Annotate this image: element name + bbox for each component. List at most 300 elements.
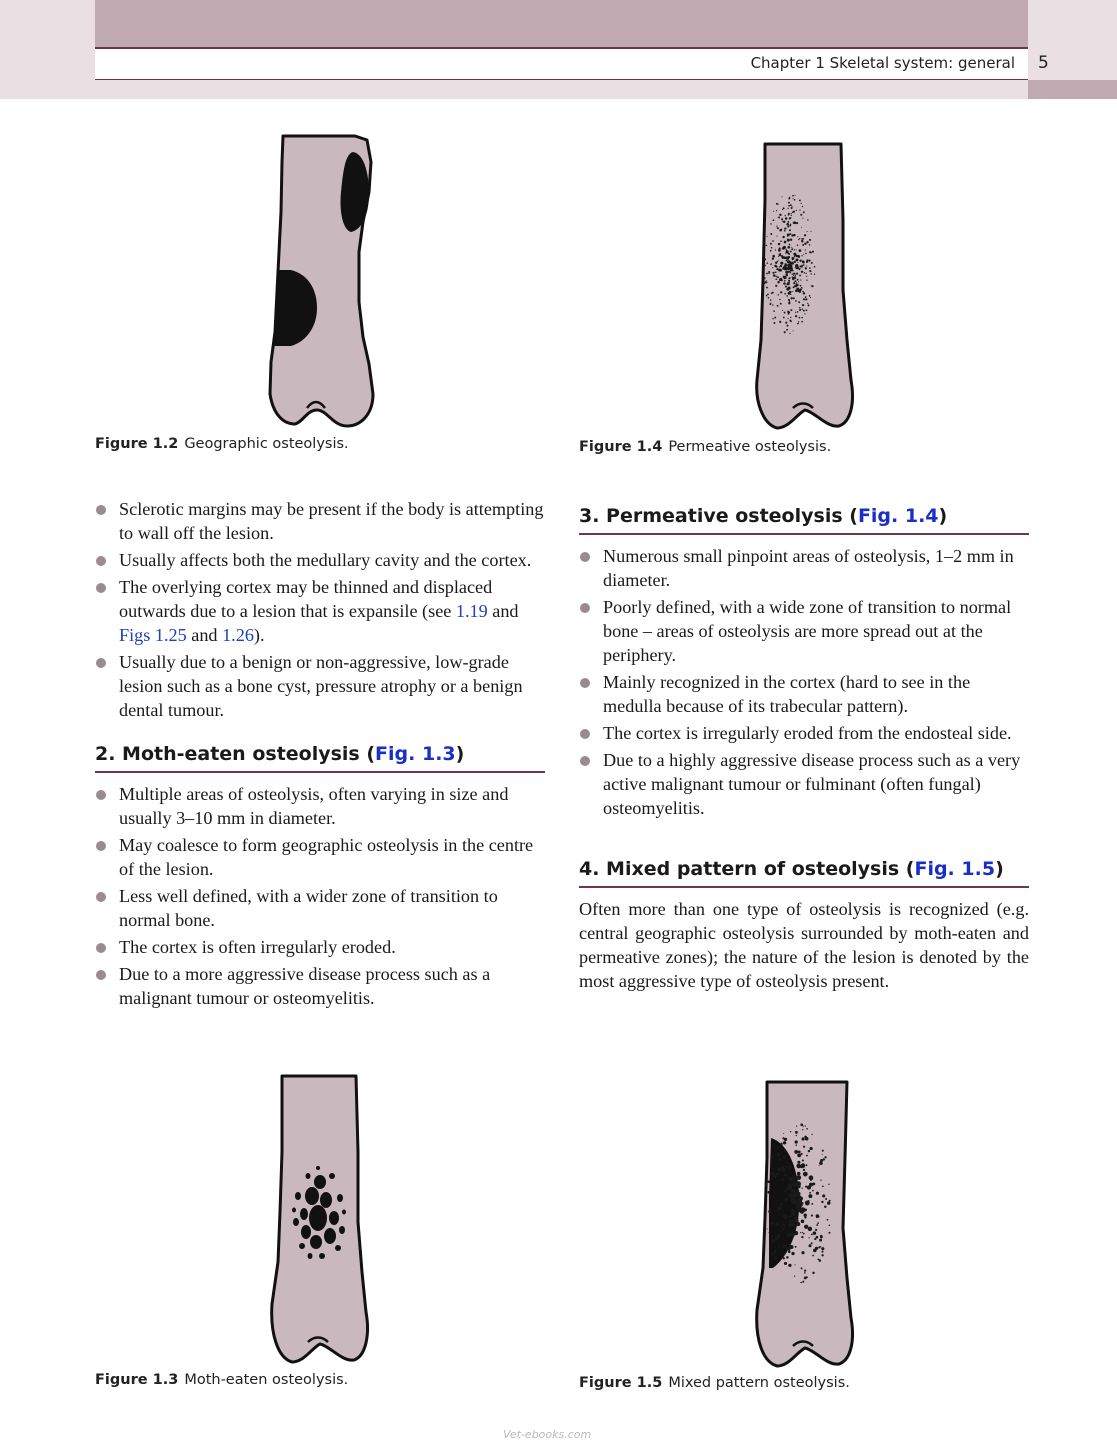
lesion-dot xyxy=(789,300,791,302)
lesion-dot xyxy=(776,225,777,226)
lesion-dot xyxy=(786,250,789,253)
lesion-dot xyxy=(787,239,790,242)
lesion-dot xyxy=(789,225,791,227)
lesion-dot xyxy=(819,1239,822,1242)
lesion-dot xyxy=(796,284,798,286)
lesion-dot xyxy=(801,255,802,256)
lesion-dot xyxy=(779,229,782,232)
lesion-dot xyxy=(785,249,786,250)
lesion-dot xyxy=(809,251,811,253)
lesion-dot xyxy=(767,293,769,295)
lesion-dot xyxy=(772,1239,775,1242)
lesion-dot xyxy=(811,1215,813,1217)
lesion-dot xyxy=(783,1155,786,1158)
lesion-dot xyxy=(792,273,793,274)
lesion-dot xyxy=(795,1131,798,1134)
header-rule xyxy=(95,47,1028,49)
lesion-dot xyxy=(801,227,802,228)
lesion-dot xyxy=(797,1184,801,1188)
lesion-dot xyxy=(801,1163,806,1168)
lesion-dot xyxy=(766,295,768,297)
lesion-dot xyxy=(773,1183,774,1184)
lesion-dot xyxy=(772,318,773,319)
lesion-dot xyxy=(792,270,793,271)
lesion-dot xyxy=(790,294,791,295)
lesion-dot xyxy=(777,261,778,262)
lesion-dot xyxy=(793,330,794,331)
lesion-dot xyxy=(780,1203,783,1206)
lesion-dot xyxy=(798,1190,799,1191)
lesion-dot xyxy=(786,329,788,331)
lesion-dot xyxy=(792,291,793,292)
lesion-dot xyxy=(788,280,790,282)
lesion-dot xyxy=(783,1257,785,1259)
lesion-dot xyxy=(789,1195,791,1197)
lesion-dot xyxy=(822,1185,824,1187)
lesion-dot xyxy=(806,1128,808,1130)
lesion-dot xyxy=(794,1219,799,1224)
lesion-dot xyxy=(807,303,808,304)
lesion-dot xyxy=(804,272,805,273)
lesion-dot xyxy=(778,260,779,261)
lesion-dot xyxy=(794,280,796,282)
lesion-dot xyxy=(806,1155,808,1157)
lesion-dot xyxy=(794,1264,795,1265)
lesion-dot xyxy=(803,254,804,255)
lesion-dot xyxy=(811,285,813,287)
lesion-dot xyxy=(817,1222,819,1224)
lesion-dot xyxy=(799,274,801,276)
lesion-dot xyxy=(782,236,784,238)
link-ref-1-26[interactable]: 1.26 xyxy=(222,625,254,645)
lesion-dot xyxy=(776,268,778,270)
lesion-dot xyxy=(789,333,790,334)
lesion-dot xyxy=(819,1259,822,1262)
lesion-dot xyxy=(808,304,810,306)
lesion-dot xyxy=(783,282,786,285)
lesion-dot xyxy=(806,243,807,244)
list-item: Usually due to a benign or non-aggressive, low-grade lesion such as a bone cyst, pressure atrophy or a benign dental tumour. xyxy=(95,650,545,722)
lesion-dot xyxy=(796,1135,797,1136)
header-margin-left xyxy=(0,0,95,99)
lesion-dot xyxy=(785,215,786,216)
lesion-dot xyxy=(789,257,790,258)
list-item: Sclerotic margins may be present if the body is attempting to wall off the lesion. xyxy=(95,497,545,545)
lesion-dot xyxy=(820,1235,823,1238)
lesion-dot xyxy=(800,1282,802,1284)
lesion-dot xyxy=(782,1228,784,1230)
lesion-dot xyxy=(780,265,782,267)
lesion-dot xyxy=(778,294,779,295)
lesion-dot xyxy=(804,1277,807,1280)
lesion-dot xyxy=(775,276,776,277)
lesion-dot xyxy=(764,265,766,267)
lesion-dot xyxy=(795,312,796,313)
lesion-dot xyxy=(810,270,812,272)
lesion-dot xyxy=(800,285,802,287)
lesion-dot xyxy=(779,266,780,267)
lesion-dot xyxy=(803,1233,805,1235)
geographic-bullet-list xyxy=(95,497,545,722)
lesion-dot xyxy=(774,265,776,267)
lesion-dot xyxy=(802,218,803,219)
lesion-dot xyxy=(788,253,790,255)
lesion-dot xyxy=(801,265,803,267)
lesion-dot xyxy=(827,1201,830,1204)
lesion-dot xyxy=(779,1247,780,1248)
lesion-dot xyxy=(777,1190,778,1191)
lesion-dot xyxy=(811,1242,813,1244)
lesion-dot xyxy=(819,1165,820,1166)
lesion-dot xyxy=(815,1229,817,1231)
lesion-dot xyxy=(808,1237,809,1238)
lesion-dot xyxy=(806,266,807,267)
lesion-dot xyxy=(782,221,783,222)
lesion-dot xyxy=(787,266,790,269)
lesion-dot xyxy=(808,259,810,261)
lesion-dot xyxy=(793,286,795,288)
lesion-dot xyxy=(796,210,797,211)
lesion-dot xyxy=(803,211,805,213)
lesion-dot xyxy=(809,244,811,246)
lesion-dot xyxy=(803,310,805,312)
lesion-dot xyxy=(783,221,785,223)
lesion-dot xyxy=(772,240,774,242)
lesion-dot xyxy=(799,307,801,309)
lesion-dot xyxy=(785,322,787,324)
lesion-dot xyxy=(769,1232,771,1234)
lesion-dot xyxy=(816,1192,819,1195)
lesion-dot xyxy=(766,287,768,289)
lesion-dot xyxy=(799,291,801,293)
lesion-dot xyxy=(787,272,788,273)
lesion-dot xyxy=(763,260,764,261)
mixed-pattern-paragraph: Often more than one type of osteolysis is recognized (e.g. central geographic osteolysis surrounded by moth-eaten and permeative zones); the nature of the lesion is denoted by the most aggressive type of osteolysis present. xyxy=(579,899,1029,991)
lesion-dot xyxy=(787,236,788,237)
lesion-dot xyxy=(808,1194,812,1198)
figure-1-2-text: Geographic osteolysis. xyxy=(184,436,349,452)
lesion-dot xyxy=(796,282,797,283)
lesion-dot xyxy=(799,317,801,319)
lesion-dot xyxy=(796,1126,797,1127)
lesion-dot xyxy=(777,305,779,307)
lesion-dot xyxy=(811,262,813,264)
lesion-dot xyxy=(786,1256,789,1259)
lesion-dot xyxy=(797,1161,800,1164)
lesion-dot xyxy=(788,1220,790,1222)
link-ref-figs-1-25[interactable]: Figs 1.25 xyxy=(119,625,187,645)
lesion-dot xyxy=(775,271,777,273)
left-column xyxy=(95,497,545,1013)
lesion-dot xyxy=(793,211,795,213)
lesion-dot xyxy=(829,1200,831,1202)
lesion-dot xyxy=(783,1224,785,1226)
lesion-dot xyxy=(780,291,782,293)
lesion-dot xyxy=(787,310,789,312)
lesion-dot xyxy=(773,322,775,324)
lesion-dot xyxy=(796,249,797,250)
lesion-dot xyxy=(794,1275,795,1276)
lesion-dot xyxy=(795,275,796,276)
lesion-dot xyxy=(788,292,791,295)
figure-1-2-illustration xyxy=(255,132,385,432)
lesion-dot xyxy=(792,195,794,197)
lesion-dot xyxy=(809,1147,812,1150)
lesion-dot xyxy=(766,273,768,275)
lesion-dot xyxy=(771,1222,774,1225)
lesion-dot xyxy=(783,276,786,279)
lesion-dot xyxy=(806,241,808,243)
lesion-dot xyxy=(784,293,786,295)
lesion-dot xyxy=(801,1137,804,1140)
lesion-dot xyxy=(790,1131,791,1132)
lesion-dot xyxy=(780,1143,782,1145)
lesion-dot xyxy=(788,1165,791,1168)
lesion-dot xyxy=(784,1215,787,1218)
list-item: Usually affects both the medullary cavity and the cortex. xyxy=(95,548,545,572)
lesion-dot xyxy=(806,280,807,281)
page-number: 5 xyxy=(1038,53,1049,73)
lesion-dot xyxy=(809,267,811,269)
lesion-dot xyxy=(780,240,782,242)
lesion-dot xyxy=(828,1184,829,1185)
lesion-dot xyxy=(765,1183,768,1186)
lesion-dot xyxy=(791,213,792,214)
lesion-dot xyxy=(799,289,800,290)
lesion-dot xyxy=(797,1172,801,1176)
lesion-dot xyxy=(766,280,767,281)
figure-1-3-caption xyxy=(95,1372,348,1388)
lesion-dot xyxy=(816,1217,817,1218)
list-item: The overlying cortex may be thinned and displaced outwards due to a lesion that is expansile (see 1.19 and Figs 1.25 and 1.26). xyxy=(95,575,545,647)
lesion-dot xyxy=(802,1281,804,1283)
lesion-dot xyxy=(811,1234,813,1236)
lesion-dot xyxy=(795,1140,798,1143)
lesion-dot xyxy=(800,1123,803,1126)
lesion-dot xyxy=(804,1272,806,1274)
lesion-dot xyxy=(811,273,812,274)
lesion-dot xyxy=(786,260,788,262)
lesion-dot xyxy=(783,246,786,249)
lesion-dot xyxy=(767,1180,770,1183)
lesion-dot xyxy=(790,317,791,318)
lesion-dot xyxy=(817,1216,819,1218)
lesion-dot xyxy=(811,1203,813,1205)
lesion-dot xyxy=(792,198,793,199)
link-fig-1-3[interactable]: Fig. 1.3 xyxy=(375,743,456,765)
lesion-dot xyxy=(804,1269,806,1271)
header-bottom-rule xyxy=(95,79,1028,80)
lesion-dot xyxy=(777,281,779,283)
lesion-dot xyxy=(788,1264,791,1267)
lesion-dot xyxy=(776,210,777,211)
lesion-dot xyxy=(801,1251,804,1254)
lesion-dot xyxy=(801,1188,802,1189)
lesion-dot xyxy=(781,279,783,281)
lesion-dot xyxy=(788,302,790,304)
lesion-dot xyxy=(789,271,791,273)
lesion-dot xyxy=(787,325,789,327)
lesion-dot xyxy=(806,273,807,274)
lesion-dot xyxy=(772,1154,773,1155)
lesion-dot xyxy=(809,1244,812,1247)
list-item: Poorly defined, with a wide zone of transition to normal bone – areas of osteolysis are more spread out at the periphery. xyxy=(579,595,1029,667)
lesion-dot xyxy=(802,1129,803,1130)
lesion-dot xyxy=(768,1191,771,1194)
lesion-dot xyxy=(794,254,796,256)
lesion-dot xyxy=(801,308,802,309)
lesion-dot xyxy=(772,272,774,274)
lesion-dot xyxy=(792,234,794,236)
lesion-dot xyxy=(795,1144,797,1146)
lesion-dot xyxy=(775,1223,778,1226)
lesion-dot xyxy=(822,1194,825,1197)
lesion-dot xyxy=(784,312,786,314)
lesion-dot xyxy=(793,222,795,224)
lesion-dot xyxy=(805,1201,810,1206)
lesion-dot xyxy=(775,285,777,287)
lesion-dot xyxy=(778,1168,782,1172)
figure-1-4-illustration xyxy=(743,140,863,432)
lesion-dot xyxy=(825,1198,827,1200)
lesion-dot xyxy=(776,236,777,237)
link-ref-1-19[interactable]: 1.19 xyxy=(455,601,488,621)
lesion-dot xyxy=(787,318,788,319)
lesion-dot xyxy=(792,1212,796,1216)
lesion-dot xyxy=(771,1157,773,1159)
figure-1-4-label: Figure 1.4 xyxy=(579,439,663,455)
figure-1-3-label: Figure 1.3 xyxy=(95,1372,179,1388)
list-item: Due to a more aggressive disease process such as a malignant tumour or osteomyelitis. xyxy=(95,962,545,1010)
lesion-dot xyxy=(811,1134,812,1135)
lesion-dot xyxy=(799,249,802,252)
lesion-dot xyxy=(788,213,790,215)
lesion-dot xyxy=(821,1254,823,1256)
lesion-dot xyxy=(771,247,773,249)
lesion-dot xyxy=(810,1179,812,1181)
lesion-dot xyxy=(792,1176,796,1180)
lesion-dot xyxy=(803,298,805,300)
lesion-dot xyxy=(782,209,783,210)
lesion-dot xyxy=(778,269,781,272)
list-item: Numerous small pinpoint areas of osteolysis, 1–2 mm in diameter. xyxy=(579,544,1029,592)
lesion-dot xyxy=(828,1232,830,1234)
lesion-dot xyxy=(788,198,790,200)
lesion-dot xyxy=(804,234,806,236)
lesion-dot xyxy=(790,204,792,206)
lesion-dot xyxy=(779,243,780,244)
lesion-dot xyxy=(773,1176,775,1178)
lesion-dot xyxy=(799,238,800,239)
lesion-dot xyxy=(772,304,773,305)
lesion-dot xyxy=(806,276,807,277)
lesion-dot xyxy=(786,288,789,291)
lesion-dot xyxy=(784,1226,786,1228)
lesion-dot xyxy=(805,1137,809,1141)
lesion-dot xyxy=(790,1233,793,1236)
lesion-dot xyxy=(800,203,801,204)
lesion-dot xyxy=(802,1159,804,1161)
lesion-dot xyxy=(803,1172,808,1177)
lesion-dot xyxy=(790,239,792,241)
lesion-dot xyxy=(795,274,796,275)
lesion-dot xyxy=(821,1247,824,1250)
lesion-dot xyxy=(792,279,793,280)
lesion-dot xyxy=(796,1194,798,1196)
lesion-dot xyxy=(791,1252,794,1255)
lesion-dot xyxy=(801,1236,803,1238)
lesion-dot xyxy=(799,309,801,311)
lesion-dot xyxy=(814,1238,816,1240)
lesion-dot xyxy=(784,227,786,229)
lesion-dot xyxy=(783,1245,786,1248)
lesion-dot xyxy=(784,230,786,232)
lesion-dot xyxy=(785,286,787,288)
lesion-dot xyxy=(805,253,807,255)
lesion-dot xyxy=(787,208,788,209)
lesion-dot xyxy=(793,297,795,299)
lesion-dot xyxy=(822,1149,823,1150)
lesion-dot xyxy=(790,309,792,311)
lesion-dot xyxy=(797,244,798,245)
lesion-dot xyxy=(796,1175,801,1180)
lesion-dot xyxy=(791,247,792,248)
lesion-dot xyxy=(801,1219,805,1223)
lesion-dot xyxy=(801,321,803,323)
lesion-dot xyxy=(798,321,799,322)
lesion-dot xyxy=(812,251,813,252)
lesion-dot xyxy=(787,221,789,223)
lesion-dot xyxy=(785,274,788,277)
lesion-dot xyxy=(779,299,780,300)
lesion-dot xyxy=(809,239,811,241)
lesion-dot xyxy=(795,1246,797,1248)
lesion-dot xyxy=(773,274,776,277)
lesion-dot xyxy=(766,245,768,247)
link-fig-1-5[interactable]: Fig. 1.5 xyxy=(914,858,996,880)
lesion-dot xyxy=(799,1209,802,1212)
lesion-dot xyxy=(772,267,773,268)
lesion-dot xyxy=(789,1170,790,1171)
lesion-dot xyxy=(792,257,795,260)
lesion-dot xyxy=(782,1168,786,1172)
lesion-dot xyxy=(784,1190,787,1193)
lesion-dot xyxy=(821,1163,822,1164)
lesion-dot xyxy=(788,1250,791,1253)
lesion-dot xyxy=(799,268,800,269)
right-column xyxy=(579,505,1029,993)
lesion-dot xyxy=(804,313,805,314)
lesion-dot xyxy=(786,272,788,274)
lesion-dot xyxy=(799,260,801,262)
lesion-dot xyxy=(801,238,803,240)
lesion-dot xyxy=(805,298,807,300)
lesion-dot xyxy=(795,315,797,317)
lesion-dot xyxy=(814,274,815,275)
lesion-dot xyxy=(784,331,786,333)
list-item: Less well defined, with a wider zone of transition to normal bone. xyxy=(95,884,545,932)
lesion-dot xyxy=(820,1179,821,1180)
lesion-dot xyxy=(803,1126,804,1127)
figure-1-5-label: Figure 1.5 xyxy=(579,1375,663,1391)
lesion-dot xyxy=(812,1190,814,1192)
lesion-dot xyxy=(793,273,795,275)
lesion-dot xyxy=(788,205,790,207)
lesion-dot xyxy=(780,270,781,271)
lesion-dot xyxy=(768,271,770,273)
link-fig-1-4[interactable]: Fig. 1.4 xyxy=(857,505,939,527)
lesion-dot xyxy=(767,1228,768,1229)
